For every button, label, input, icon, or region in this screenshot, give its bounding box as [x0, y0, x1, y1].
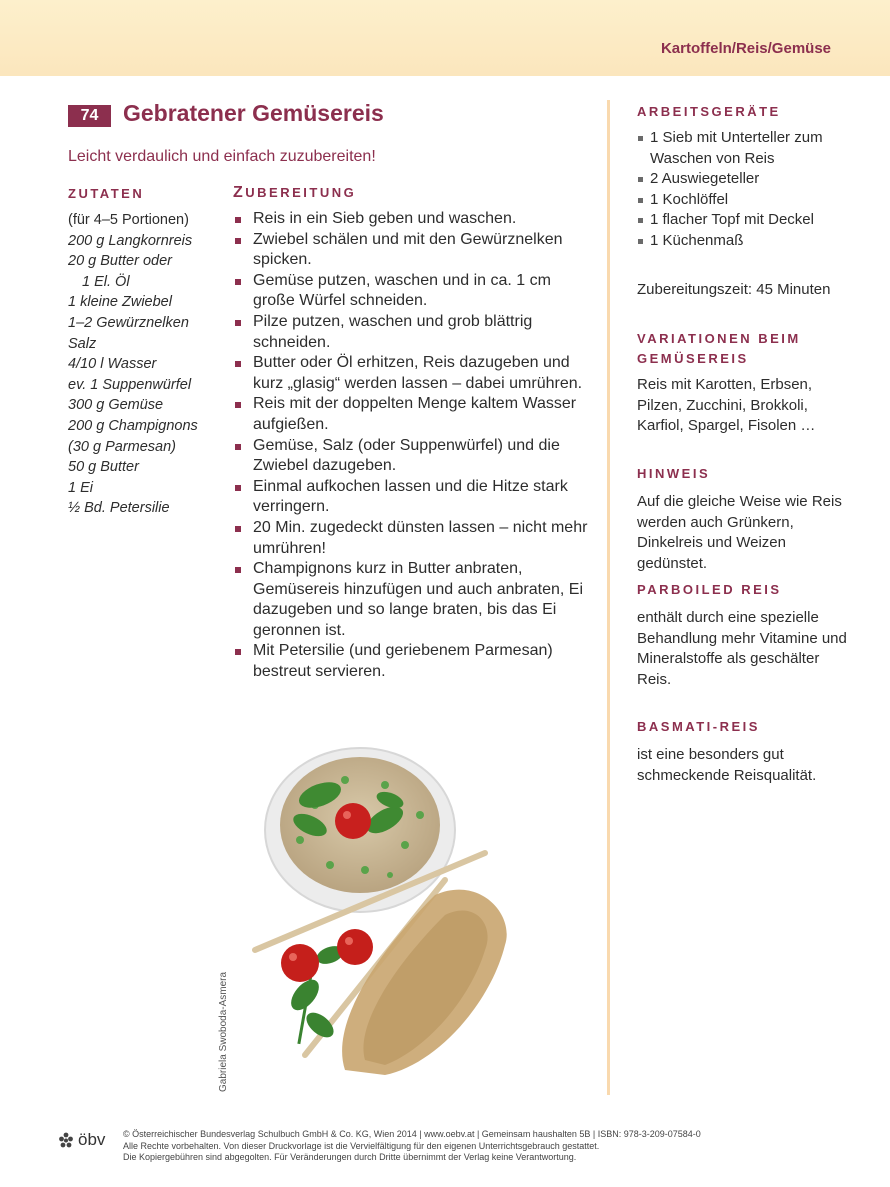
- tomato-icon: [281, 944, 319, 982]
- hint-text: Auf die gleiche Weise wie Reis werden auch Grünkern, Dinkelreis und Weizen gedünstet.: [637, 493, 842, 572]
- step-item: Einmal aufkochen lassen und die Hitze stark verringern.: [233, 477, 593, 518]
- step-item: Butter oder Öl erhitzen, Reis dazugeben und kurz „glasig“ werden lassen – dabei umrühren.: [233, 353, 593, 394]
- ingredient-item: 1 kleine Zwiebel: [68, 294, 172, 311]
- ingredient-item: 200 g Champignons: [68, 417, 198, 434]
- portions: (für 4–5 Portionen): [68, 212, 189, 228]
- star-logo-icon: [58, 1132, 74, 1148]
- recipe-title: Gebratener Gemüsereis: [123, 100, 384, 126]
- tomato-icon: [337, 929, 373, 965]
- ingredient-item: 200 g Langkornreis: [68, 232, 193, 249]
- ingredient-item: 4/10 l Wasser: [68, 356, 157, 373]
- tool-item: 1 Sieb mit Unterteller zum Waschen von Reis: [637, 128, 852, 169]
- step-item: Mit Petersilie (und geriebenem Parmesan) bestreut servieren.: [233, 641, 593, 682]
- tomato-highlight: [289, 953, 297, 961]
- step-item: Reis in ein Sieb geben und waschen.: [233, 209, 593, 230]
- ingredient-item: ev. 1 Suppenwürfel: [68, 376, 192, 393]
- step-item: 20 Min. zugedeckt dünsten lassen – nicht mehr umrühren!: [233, 518, 593, 559]
- tools-list: [637, 128, 852, 252]
- variations-heading-line: VARIATIONEN BEIM: [637, 331, 801, 346]
- preparation-heading-initial: Z: [233, 184, 246, 201]
- photo-credit: Gabriela Swoboda-Asmera: [218, 971, 229, 1092]
- tool-item: 1 Küchenmaß: [637, 231, 852, 252]
- ingredients-heading: ZUTATEN: [68, 186, 145, 201]
- ingredient-item: 50 g Butter: [68, 459, 139, 476]
- ingredient-list: [68, 210, 228, 519]
- step-item: Pilze putzen, waschen und grob blättrig schneiden.: [233, 312, 593, 353]
- hint-heading: HINWEIS: [637, 466, 711, 481]
- tomato-icon: [335, 803, 371, 839]
- parboiled-heading: PARBOILED REIS: [637, 582, 782, 597]
- tomato-highlight: [343, 811, 351, 819]
- ingredient-item: 1 Ei: [68, 479, 93, 496]
- tool-item: 1 Kochlöffel: [637, 190, 852, 211]
- step-item: Gemüse putzen, waschen und in ca. 1 cm große Würfel schneiden.: [233, 271, 593, 312]
- ingredient-item: 1–2 Gewürznelken: [68, 314, 189, 331]
- column-divider: [607, 100, 610, 1095]
- preparation-heading-rest: UBEREITUNG: [245, 185, 357, 200]
- basmati-heading: BASMATI-REIS: [637, 719, 760, 734]
- rice-dish-photo: [235, 725, 565, 1095]
- basmati-text: ist eine besonders gut schmeckende Reisqualität.: [637, 746, 817, 784]
- ingredient-item: 20 g Butter oder: [68, 253, 172, 270]
- footer-copyright: [123, 1129, 823, 1164]
- step-item: Gemüse, Salz (oder Suppenwürfel) und die Zwiebel dazugeben.: [233, 436, 593, 477]
- variations-text: Reis mit Karotten, Erbsen, Pilzen, Zucchini, Brokkoli, Karfiol, Spargel, Fisolen …: [637, 376, 816, 435]
- recipe-subtitle: Leicht verdaulich und einfach zuzubereiten!: [68, 148, 376, 165]
- footer-line: Alle Rechte vorbehalten. Von dieser Druckvorlage ist die Vervielfältigung für den eigenen Unterrichtsgebrauch gestattet.: [123, 1140, 600, 1151]
- section-label: Kartoffeln/Reis/Gemüse: [660, 40, 831, 57]
- tool-item: 2 Auswiegeteller: [637, 169, 852, 190]
- header-band: [0, 0, 890, 76]
- parboiled-text: enthält durch eine spezielle Behandlung mehr Vitamine und Mineralstoffe als geschälter Reis.: [637, 609, 847, 688]
- variations-heading: [637, 329, 801, 369]
- prep-time: Zubereitungszeit: 45 Minuten: [637, 281, 831, 298]
- preparation-heading: [233, 184, 356, 202]
- step-item: Champignons kurz in Butter anbraten, Gemüsereis hinzufügen und auch anbraten, Ei dazugeben und so lange braten, bis das Ei geronnen ist.: [233, 559, 593, 641]
- step-item: Reis mit der doppelten Menge kaltem Wasser aufgießen.: [233, 394, 593, 435]
- variations-heading-line: GEMÜSEREIS: [637, 351, 749, 366]
- recipe-number: 74: [68, 105, 111, 127]
- tool-item: 1 flacher Topf mit Deckel: [637, 210, 852, 231]
- ingredient-item: (30 g Parmesan): [68, 438, 176, 455]
- preparation-steps: [233, 209, 593, 683]
- footer-line: © Österreichischer Bundesverlag Schulbuch GmbH & Co. KG, Wien 2014 | www.oebv.at | Gemeinsam haushalten 5B | ISBN: 978-3-209-07584-0: [123, 1129, 701, 1139]
- step-item: Zwiebel schälen und mit den Gewürznelken spicken.: [233, 230, 593, 271]
- tools-box: [637, 128, 852, 252]
- tomato-highlight: [345, 937, 353, 945]
- publisher-logo-text: öbv: [78, 1130, 106, 1149]
- ingredient-item: 300 g Gemüse: [68, 397, 164, 414]
- ingredient-item: 1 El. Öl: [82, 273, 130, 290]
- ingredient-item: Salz: [68, 335, 97, 352]
- footer-line: Die Kopiergebühren sind abgegolten. Für Veränderungen durch Dritte übernimmt der Verlag keine Verantwortung.: [123, 1152, 577, 1163]
- tools-heading: ARBEITSGERÄTE: [637, 104, 781, 119]
- publisher-logo: [58, 1130, 105, 1150]
- ingredient-item: ½ Bd. Petersilie: [68, 500, 170, 517]
